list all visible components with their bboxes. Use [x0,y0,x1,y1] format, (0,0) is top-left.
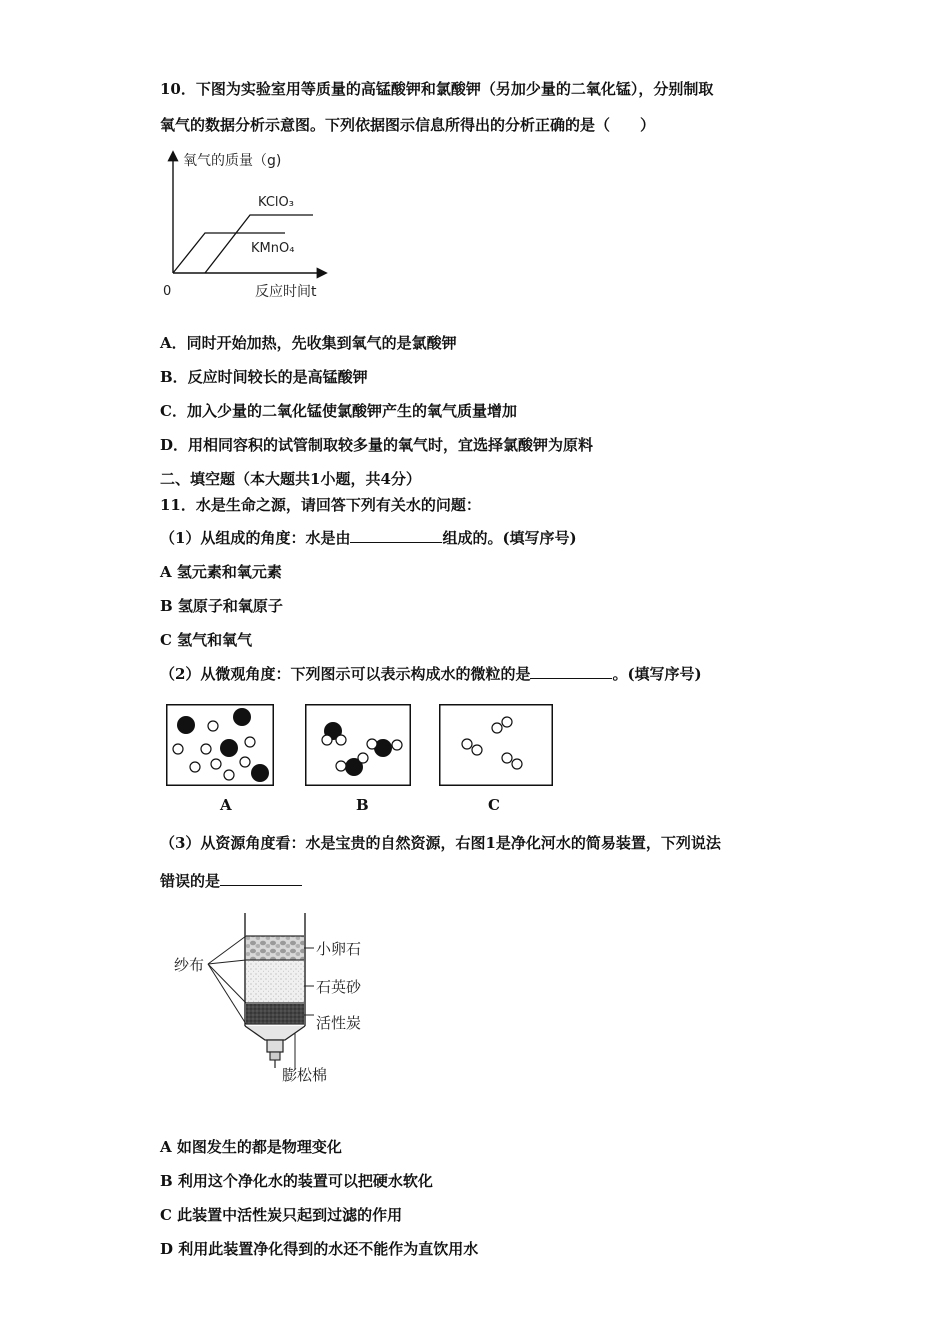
diagram-label-c: C [488,796,500,814]
q10-option-b: B．反应时间较长的是高锰酸钾 [160,368,368,386]
q11-part1-post: 组成的。(填写序号) [442,529,577,547]
q10-option-c: C．加入少量的二氧化锰使氯酸钾产生的氧气质量增加 [160,402,517,420]
particle-diagram-a [166,704,274,786]
chart-ylabel: 氧气的质量（g) [183,153,282,169]
q11-part2 [160,663,702,684]
q10-stem-line1: 10．下图为实验室用等质量的高锰酸钾和氯酸钾（另加少量的二氧化锰），分别制取 [160,80,714,98]
section2-heading: 二、填空题（本大题共1小题，共4分） [160,470,421,488]
q11-stem: 11．水是生命之源，请回答下列有关水的问题： [160,496,481,514]
q10-stem-line2: 氧气的数据分析示意图。下列依据图示信息所得出的分析正确的是（ ） [160,116,656,134]
particle-diagram-c [439,704,553,786]
q11-part2-blank [530,664,612,679]
q11-part2-pre: （2）从微观角度：下列图示可以表示构成水的微粒的是 [160,665,531,683]
sand-layer [246,961,304,1003]
q11-part1-option-b: B 氢原子和氧原子 [160,597,283,615]
chart-origin: 0 [163,284,172,299]
q11-part3-line2 [160,870,302,891]
q11-part3-line1: （3）从资源角度看：水是宝贵的自然资源，右图1是净化河水的简易装置，下列说法 [160,834,721,852]
q11-part3-option-a: A 如图发生的都是物理变化 [160,1138,342,1156]
q11-part1-option-c: C 氢气和氧气 [160,631,253,649]
label-cotton: 膨松棉 [282,1066,328,1084]
oxygen-mass-chart [155,145,355,305]
q11-part3-pre: 错误的是 [160,872,221,890]
label-activated-carbon: 活性炭 [316,1014,362,1032]
label-cloth: 纱布 [174,956,205,974]
q11-part3-blank [220,871,302,886]
q11-part1-blank [350,528,442,543]
series-kmno4-label: KMnO₄ [251,241,295,256]
label-quartz-sand: 石英砂 [316,978,362,996]
nozzle [267,1040,283,1052]
q11-part1 [160,527,577,548]
label-pebbles: 小卵石 [316,940,362,958]
q10-option-a: A．同时开始加热，先收集到氧气的是氯酸钾 [160,334,457,352]
carbon-layer [246,1004,304,1024]
q10-option-d: D．用相同容积的试管制取较多量的氧气时，宜选择氯酸钾为原料 [160,436,594,454]
cylinder-taper [245,1026,305,1040]
particle-diagram-b [305,704,411,786]
q11-part1-option-a: A 氢元素和氧元素 [160,563,282,581]
q11-part1-pre: （1）从组成的角度：水是由 [160,529,351,547]
chart-xlabel: 反应时间t [255,284,317,300]
q11-part3-option-d: D 利用此装置净化得到的水还不能作为直饮用水 [160,1240,479,1258]
diagram-label-b: B [356,796,369,814]
q11-part3-option-b: B 利用这个净化水的装置可以把硬水软化 [160,1172,433,1190]
water-purifier-diagram [170,908,390,1088]
q11-part3-option-c: C 此装置中活性炭只起到过滤的作用 [160,1206,403,1224]
diagram-label-a: A [220,796,232,814]
q11-part2-post: 。(填写序号) [612,665,702,683]
series-kclo3-label: KClO₃ [258,195,294,210]
pebble-layer [246,936,304,960]
